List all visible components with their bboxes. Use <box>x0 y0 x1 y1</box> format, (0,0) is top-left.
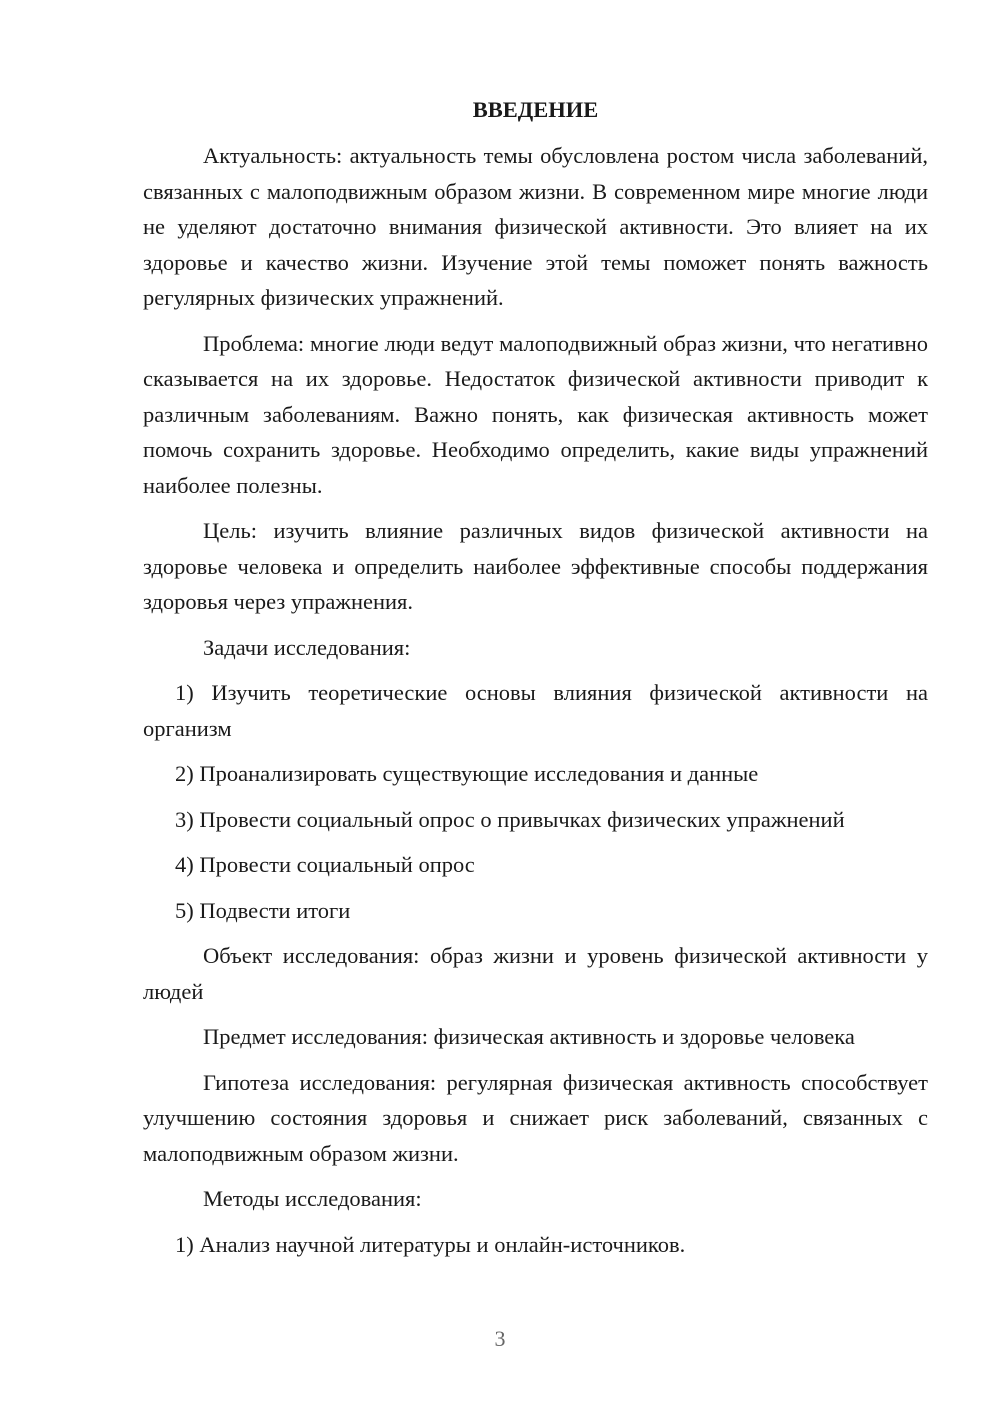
task-item-4: 4) Провести социальный опрос <box>175 852 475 877</box>
page-title: ВВЕДЕНИЕ <box>472 97 599 122</box>
task-item-1: 1) Изучить теоретические основы влияния физической активности на организм <box>143 680 928 741</box>
document-page <box>143 92 928 1272</box>
subject-paragraph: Предмет исследования: физическая активность и здоровье человека <box>203 1024 855 1049</box>
task-item-5: 5) Подвести итоги <box>175 897 351 923</box>
goal-paragraph: Цель: изучить влияние различных видов физической активности на здоровье человека и определить наиболее эффективные способы поддержания здоровья через упражнения. <box>143 518 928 614</box>
task-item-2: 2) Проанализировать существующие исследования и данные <box>175 761 759 786</box>
relevance-paragraph: Актуальность: актуальность темы обусловлена ростом числа заболеваний, связанных с малоподвижным образом жизни. В современном мире многие люди не уделяют достаточно внимания физической активности. Это влияет на их здоровье и качество жизни. Изучение этой темы поможет понять важность регулярных физических упражнений. <box>143 143 928 310</box>
methods-title: Методы исследования: <box>203 1186 422 1211</box>
hypothesis-paragraph: Гипотеза исследования: регулярная физическая активность способствует улучшению состояния здоровья и снижает риск заболеваний, связанных с малоподвижным образом жизни. <box>143 1069 928 1166</box>
task-item-3: 3) Провести социальный опрос о привычках физических упражнений <box>175 806 845 832</box>
tasks-title: Задачи исследования: <box>203 634 411 660</box>
page-number: 3 <box>494 1326 506 1351</box>
problem-paragraph: Проблема: многие люди ведут малоподвижный образ жизни, что негативно сказывается на их здоровье. Недостаток физической активности приводит к различным заболеваниям. Важно понять, как физическая активность может помочь сохранить здоровье. Необходимо определить, какие виды упражнений наиболее полезны. <box>143 330 928 498</box>
method-item-1: 1) Анализ научной литературы и онлайн-источников. <box>175 1231 686 1257</box>
object-paragraph: Объект исследования: образ жизни и уровень физической активности у людей <box>143 943 928 1004</box>
